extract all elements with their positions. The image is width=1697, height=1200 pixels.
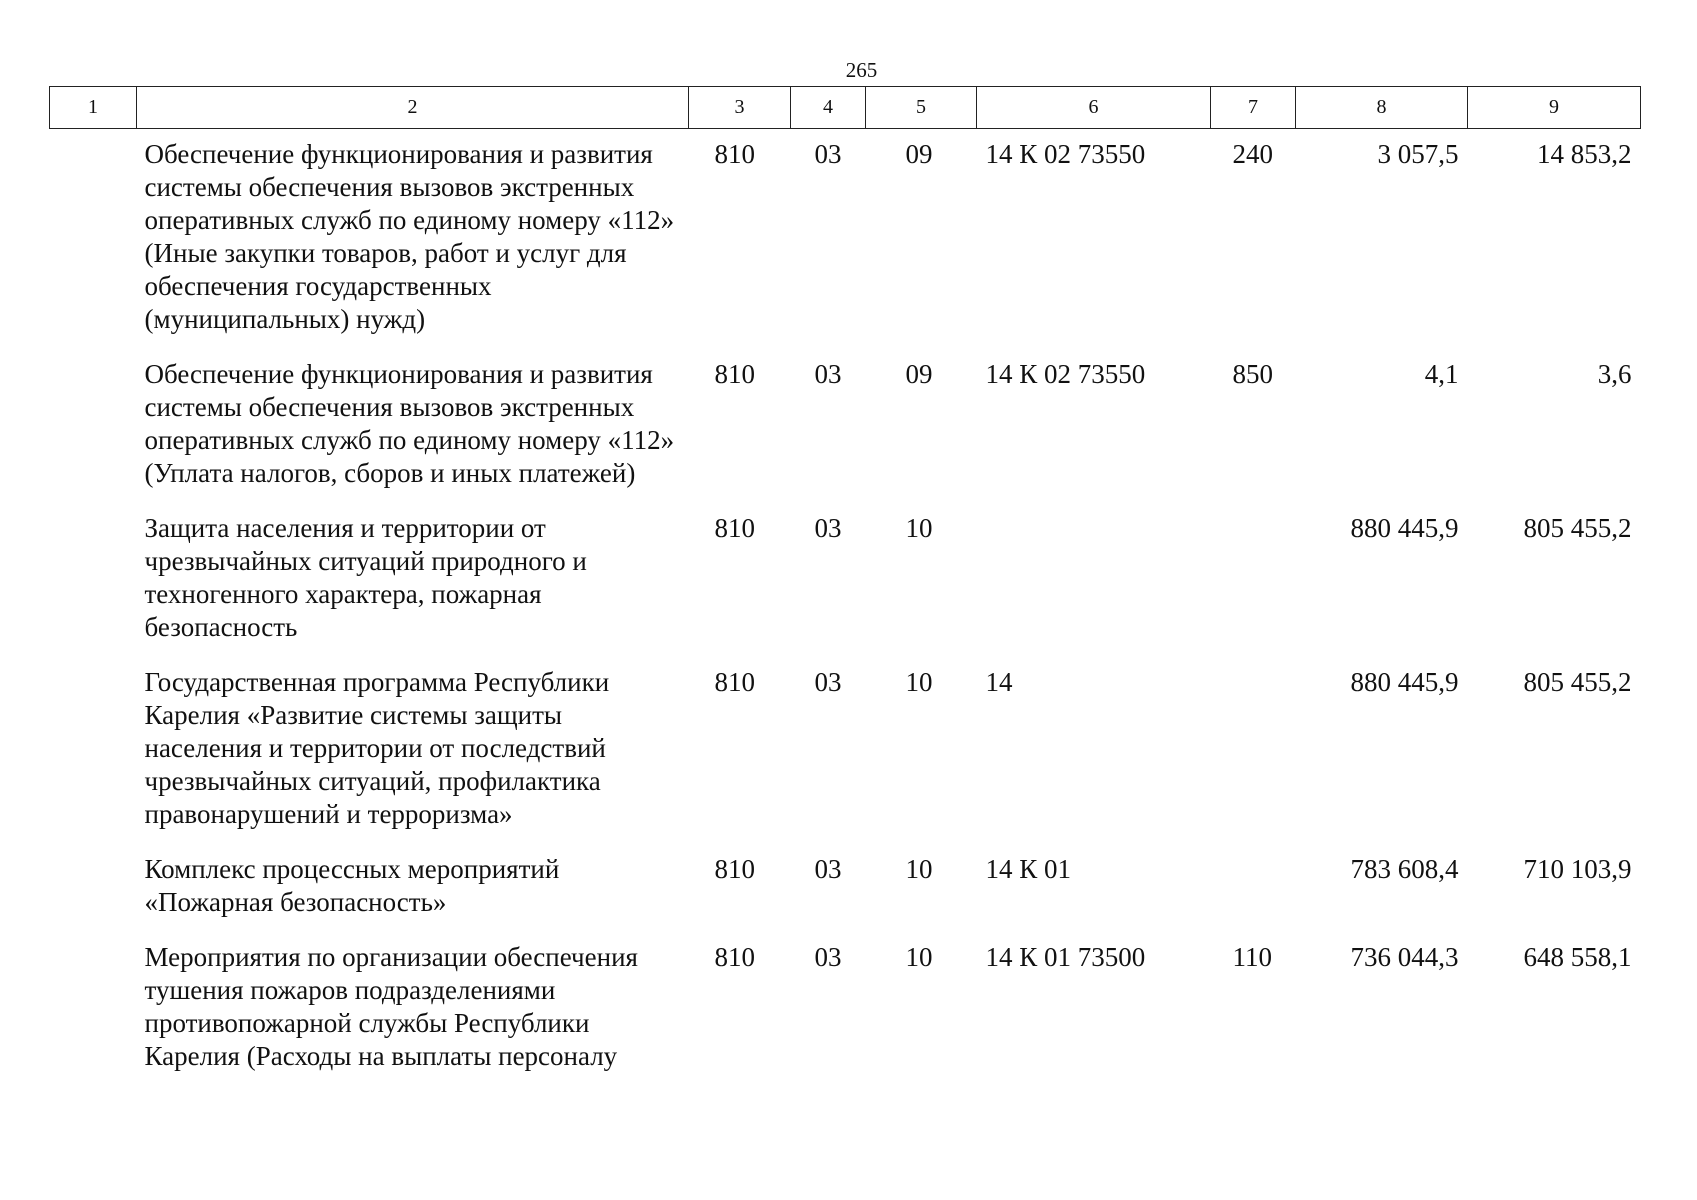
row-expense-type: 240 bbox=[1232, 139, 1273, 169]
table-header bbox=[50, 87, 1641, 129]
header-col-3: 3 bbox=[689, 87, 791, 129]
row-subsection: 09 bbox=[905, 139, 933, 169]
row-subsection: 10 bbox=[905, 854, 933, 884]
row-subsection: 10 bbox=[905, 513, 933, 543]
row-amount-2: 805 455,2 bbox=[1523, 513, 1632, 543]
row-section: 03 bbox=[814, 359, 842, 389]
table-row bbox=[50, 841, 1641, 929]
table-row bbox=[50, 500, 1641, 654]
row-amount-2: 710 103,9 bbox=[1523, 854, 1632, 884]
row-subsection: 09 bbox=[905, 359, 933, 389]
row-amount-2: 14 853,2 bbox=[1537, 139, 1632, 169]
row-amount-2: 648 558,1 bbox=[1523, 942, 1632, 972]
table-row bbox=[50, 346, 1641, 500]
row-amount-1: 783 608,4 bbox=[1350, 854, 1459, 884]
row-amount-1: 736 044,3 bbox=[1350, 942, 1459, 972]
row-target: 14 bbox=[985, 667, 1013, 697]
table-row bbox=[50, 929, 1641, 1083]
page-number bbox=[0, 58, 1697, 82]
row-section: 03 bbox=[814, 139, 842, 169]
row-code: 810 bbox=[714, 139, 755, 169]
row-target: 14 К 02 73550 bbox=[985, 139, 1146, 169]
header-col-4: 4 bbox=[791, 87, 866, 129]
row-name: Обеспечение функционирования и развития системы обеспечения вызовов экстренных оперативных служб по единому номеру «112» (Иные закупки товаров, работ и услуг для обеспечения государственных (муниципальных) нужд) bbox=[144, 139, 675, 334]
row-expense-type: 850 bbox=[1232, 359, 1273, 389]
row-amount-1: 3 057,5 bbox=[1377, 139, 1459, 169]
row-expense-type bbox=[1211, 654, 1296, 841]
row-code: 810 bbox=[714, 667, 755, 697]
row-name: Обеспечение функционирования и развития системы обеспечения вызовов экстренных оперативных служб по единому номеру «112» (Уплата налогов, сборов и иных платежей) bbox=[144, 359, 675, 488]
row-section: 03 bbox=[814, 854, 842, 884]
row-code: 810 bbox=[714, 854, 755, 884]
row-name: Защита населения и территории от чрезвычайных ситуаций природного и техногенного характера, пожарная безопасность bbox=[144, 513, 587, 642]
header-col-8: 8 bbox=[1296, 87, 1468, 129]
table-row bbox=[50, 129, 1641, 347]
row-number bbox=[50, 500, 137, 654]
row-target: 14 К 02 73550 bbox=[985, 359, 1146, 389]
row-expense-type bbox=[1211, 841, 1296, 929]
header-col-2: 2 bbox=[137, 87, 689, 129]
row-number bbox=[50, 346, 137, 500]
row-subsection: 10 bbox=[905, 942, 933, 972]
page-number-text: 265 bbox=[845, 58, 878, 82]
row-name: Государственная программа Республики Карелия «Развитие системы защиты населения и территории от последствий чрезвычайных ситуаций, профилактика правонарушений и терроризма» bbox=[144, 667, 610, 829]
row-number bbox=[50, 929, 137, 1083]
row-target: 14 К 01 bbox=[985, 854, 1072, 884]
row-code: 810 bbox=[714, 513, 755, 543]
row-target bbox=[977, 500, 1211, 654]
row-number bbox=[50, 841, 137, 929]
row-code: 810 bbox=[714, 942, 755, 972]
row-name: Мероприятия по организации обеспечения тушения пожаров подразделениями противопожарной службы Республики Карелия (Расходы на выплаты персоналу bbox=[144, 942, 638, 1071]
row-name: Комплекс процессных мероприятий «Пожарная безопасность» bbox=[144, 854, 560, 917]
row-target: 14 К 01 73500 bbox=[985, 942, 1146, 972]
table-body bbox=[50, 129, 1641, 1084]
row-expense-type bbox=[1211, 500, 1296, 654]
row-amount-1: 880 445,9 bbox=[1350, 667, 1459, 697]
table-row bbox=[50, 654, 1641, 841]
header-col-7: 7 bbox=[1211, 87, 1296, 129]
row-amount-2: 805 455,2 bbox=[1523, 667, 1632, 697]
row-section: 03 bbox=[814, 513, 842, 543]
row-amount-1: 880 445,9 bbox=[1350, 513, 1459, 543]
header-col-5: 5 bbox=[866, 87, 977, 129]
row-amount-2: 3,6 bbox=[1597, 359, 1632, 389]
row-number bbox=[50, 654, 137, 841]
row-section: 03 bbox=[814, 667, 842, 697]
header-col-1: 1 bbox=[50, 87, 137, 129]
header-row bbox=[50, 87, 1641, 129]
row-section: 03 bbox=[814, 942, 842, 972]
budget-table bbox=[49, 86, 1641, 1083]
row-subsection: 10 bbox=[905, 667, 933, 697]
row-amount-1: 4,1 bbox=[1424, 359, 1459, 389]
row-expense-type: 110 bbox=[1232, 942, 1272, 972]
header-col-6: 6 bbox=[977, 87, 1211, 129]
header-col-9: 9 bbox=[1468, 87, 1641, 129]
row-number bbox=[50, 129, 137, 347]
row-code: 810 bbox=[714, 359, 755, 389]
